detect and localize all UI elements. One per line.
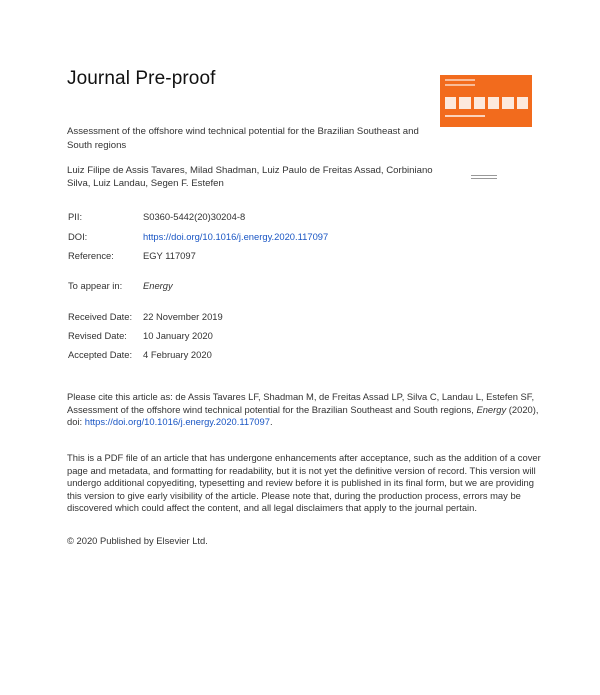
cover-footer-line	[445, 115, 485, 117]
meta-revised-label: Revised Date:	[68, 330, 127, 341]
citation-middle: (2020), doi:	[67, 403, 539, 428]
meta-appear-label: To appear in:	[68, 280, 123, 291]
journal-title: Journal Pre-proof	[67, 68, 216, 89]
tiny-mark	[471, 175, 497, 181]
citation-prefix: Please cite this article as: de Assis Tavares LF, Shadman M, de Freitas Assad LP, Silva C, Landau L, Estefen SF, Assessment of the offshore wind technical potential for the Brazilian Southeast and South regions,	[67, 391, 535, 415]
preproof-notice: This is a PDF file of an article that has undergone enhancements after acceptance, such as the addition of a cover page and metadata, and formatting for readability, but it is not yet the definitive version of record. This version will undergo additional copyediting, typesetting and review before it is published in its final form, but we are providing this version to give early visibility of the article. Please note that, during the production process, errors may be discovered which could affect the content, and all legal disclaimers that apply to the journal pertain.	[67, 452, 541, 514]
doi-link[interactable]: https://doi.org/10.1016/j.energy.2020.117097	[143, 231, 329, 242]
cover-logo-letters	[445, 97, 528, 109]
meta-revised-value: 10 January 2020	[143, 330, 213, 341]
article-authors: Luiz Filipe de Assis Tavares, Milad Shadman, Luiz Paulo de Freitas Assad, Corbiniano Silva, Luiz Landau, Segen F. Estefen	[67, 165, 433, 189]
meta-received-value: 22 November 2019	[143, 311, 223, 322]
citation-doi-link[interactable]: https://doi.org/10.1016/j.energy.2020.117097	[84, 416, 270, 428]
journal-cover-thumbnail	[440, 75, 532, 127]
meta-reference-label: Reference:	[68, 250, 114, 261]
meta-accepted-value: 4 February 2020	[143, 349, 212, 360]
copyright-line: © 2020 Published by Elsevier Ltd.	[67, 535, 208, 546]
meta-appear-value: Energy	[143, 280, 173, 291]
citation-paragraph	[67, 391, 545, 429]
citation-suffix: .	[269, 416, 273, 428]
meta-reference-value: EGY 117097	[143, 250, 196, 261]
citation-journal: Energy	[476, 403, 507, 415]
cover-small-text	[445, 79, 475, 93]
meta-received-label: Received Date:	[68, 311, 133, 322]
article-title: Assessment of the offshore wind technical potential for the Brazilian Southeast and South regions	[67, 126, 419, 151]
meta-pii-value: S0360-5442(20)30204-8	[143, 211, 246, 222]
meta-doi-label: DOI:	[68, 231, 88, 242]
meta-pii-label: PII:	[68, 211, 83, 222]
meta-accepted-label: Accepted Date:	[68, 349, 133, 360]
